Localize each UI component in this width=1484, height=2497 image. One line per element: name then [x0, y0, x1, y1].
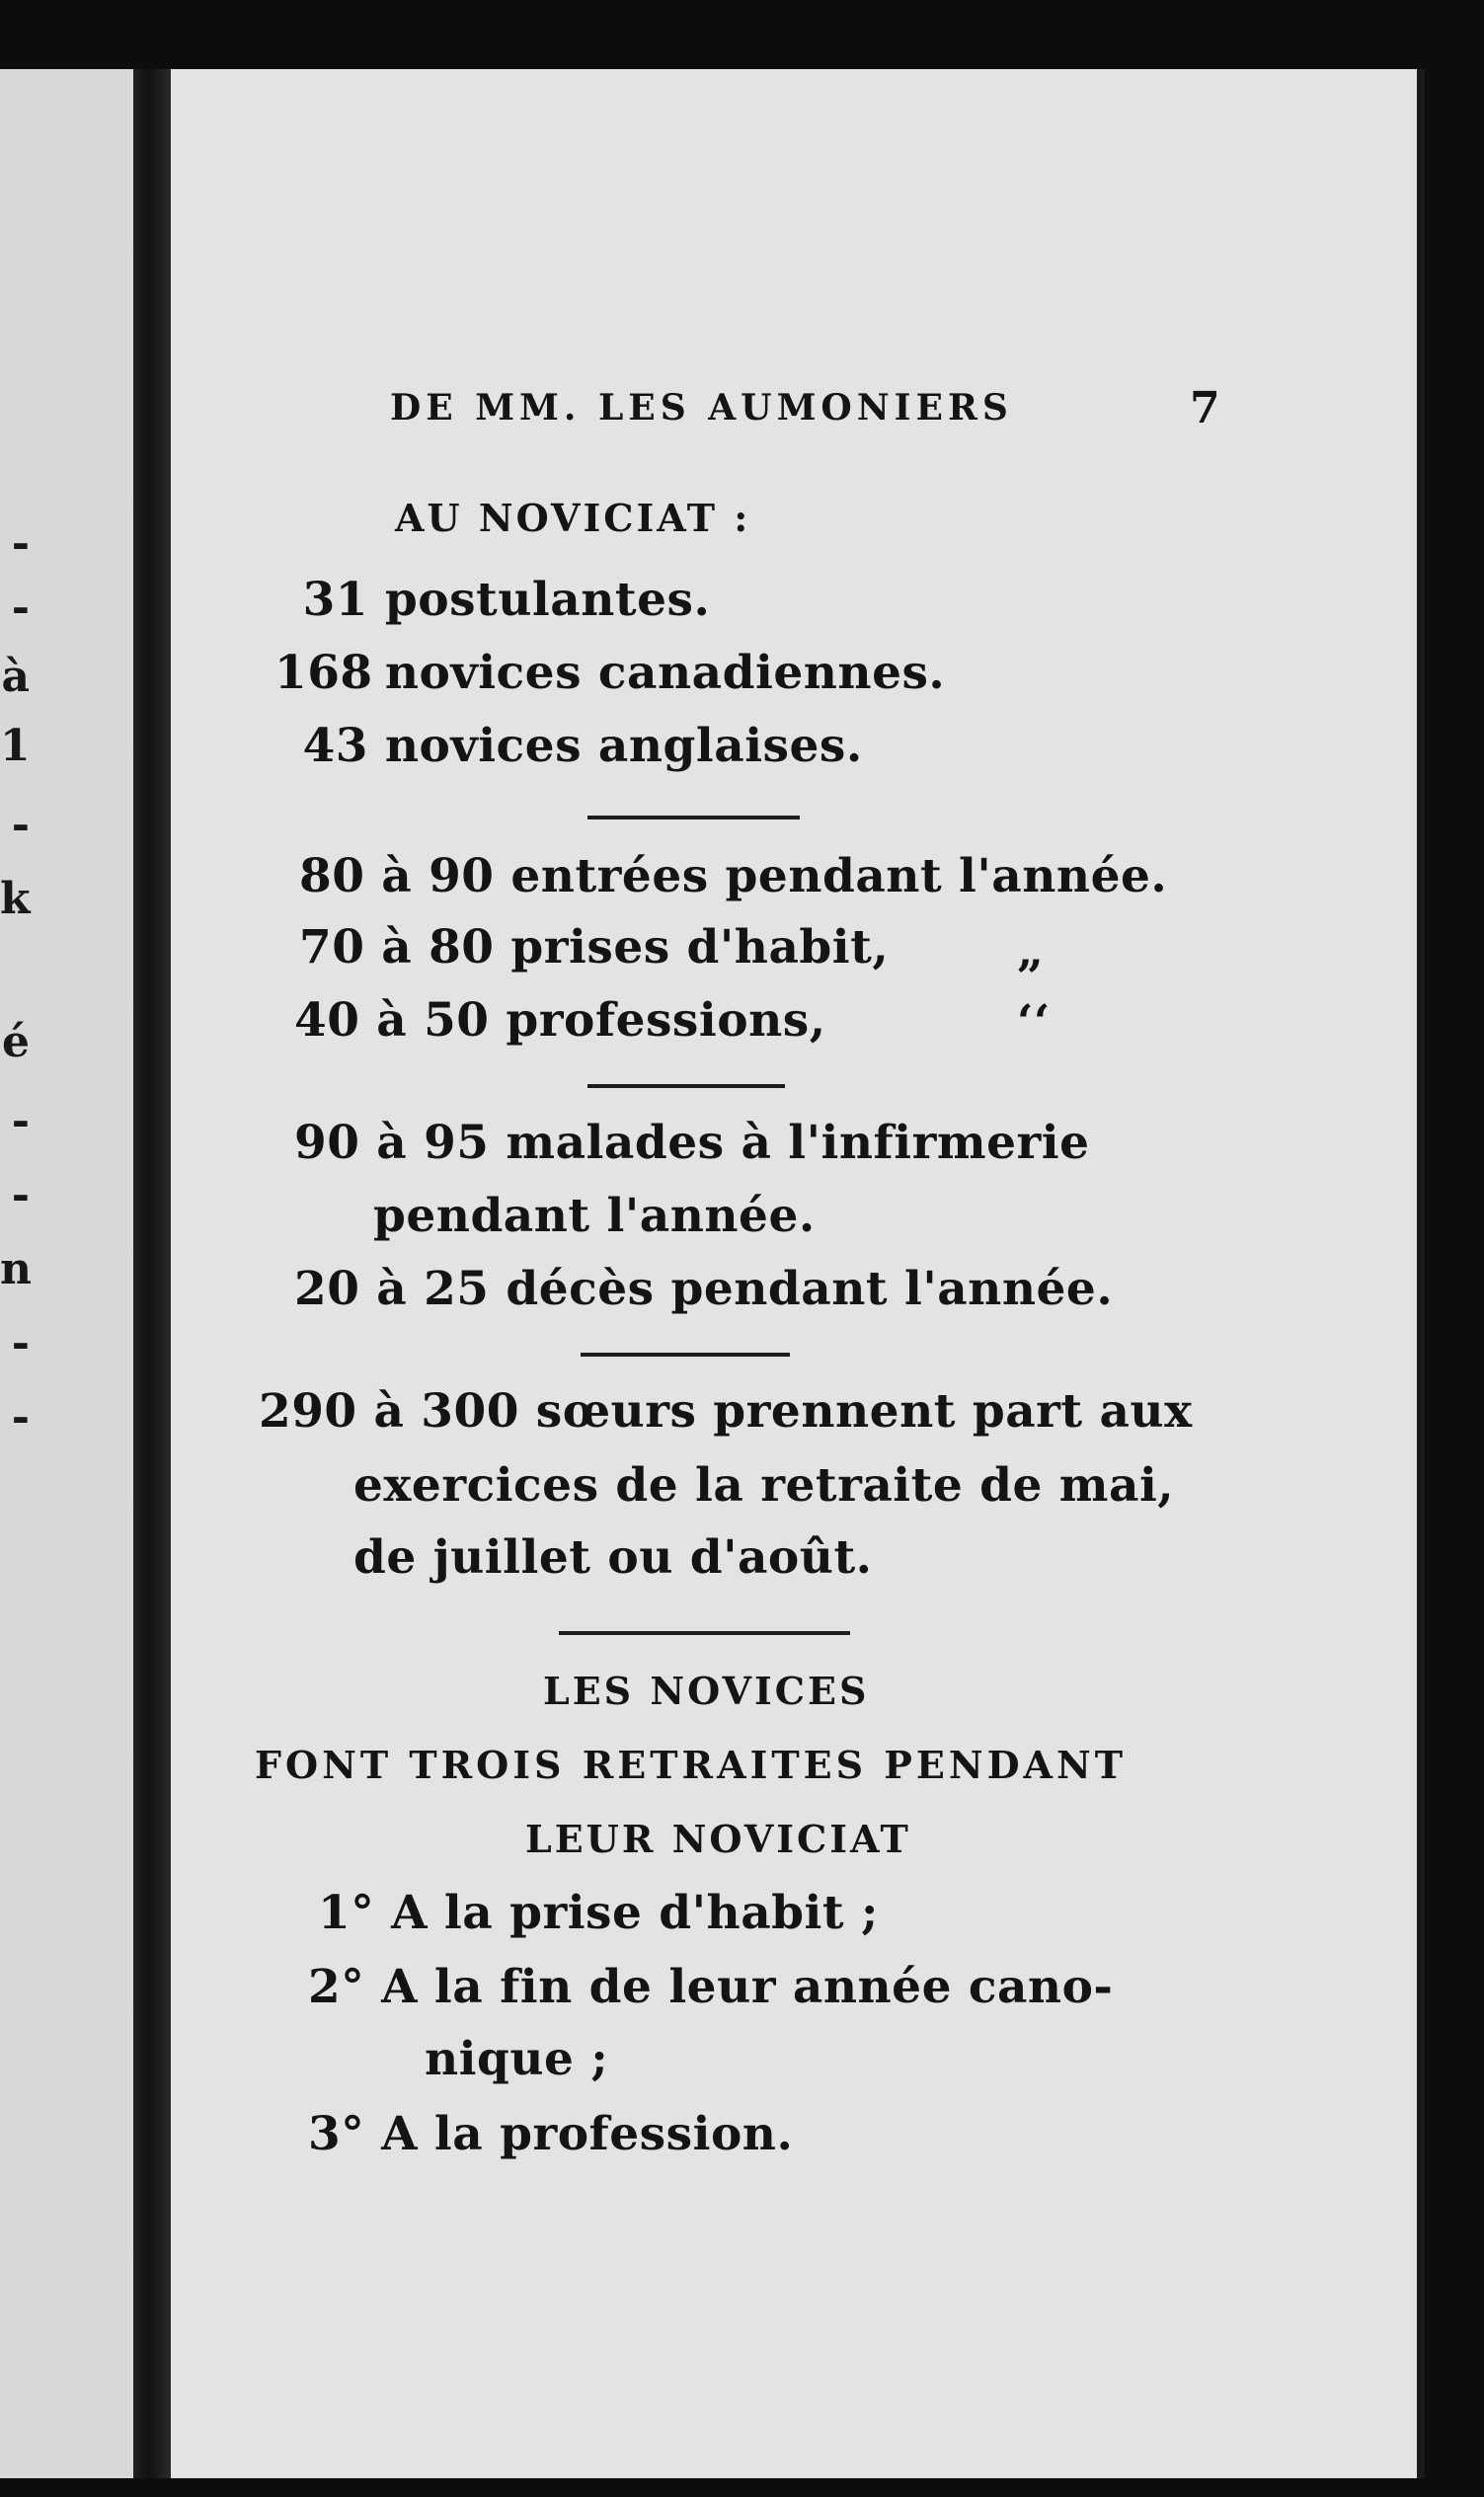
section-title: LES NOVICES	[543, 1669, 870, 1713]
stat-text: entrées pendant l'année.	[510, 849, 1168, 903]
stat-text: sœurs prennent part aux	[535, 1384, 1193, 1439]
section-rule	[581, 1353, 790, 1357]
section-rule	[587, 1084, 785, 1088]
left-page-fragment: 1	[0, 721, 31, 771]
stat-number: 40 à 50	[294, 993, 490, 1048]
stat-number: 90 à 95	[294, 1116, 490, 1170]
list-item	[308, 2107, 793, 2161]
page-edge	[1417, 69, 1425, 2478]
running-header: DE MM. LES AUMONIERS	[390, 387, 1013, 429]
book-spine	[133, 69, 171, 2478]
stat-text: novices anglaises.	[384, 719, 863, 773]
stat-line	[294, 1116, 1090, 1170]
stat-line	[294, 1262, 1113, 1316]
stat-line	[299, 849, 1167, 903]
stat-number: 168	[274, 646, 373, 700]
stat-number: 31	[302, 573, 368, 627]
stat-line	[299, 920, 889, 975]
section-title: FONT TROIS RETRAITES PENDANT	[255, 1743, 1128, 1787]
stat-number: 70 à 80	[299, 920, 495, 975]
stat-line	[274, 719, 863, 773]
list-ordinal: 2°	[308, 1960, 365, 2014]
left-page-fragment: -	[11, 1096, 30, 1146]
list-text: A la prise d'habit ;	[391, 1886, 879, 1940]
left-page-fragment: -	[11, 1170, 30, 1220]
stat-text: professions,	[506, 993, 826, 1048]
ditto-mark: „	[1017, 924, 1045, 978]
list-ordinal: 1°	[318, 1886, 375, 1940]
left-page-fragment: é	[2, 1017, 30, 1067]
stat-text: décès pendant l'année.	[506, 1262, 1114, 1316]
section-title: LEUR NOVICIAT	[525, 1817, 911, 1861]
stat-text: novices canadiennes.	[384, 646, 946, 700]
stat-text: malades à l'infirmerie	[506, 1116, 1090, 1170]
stat-continuation: pendant l'année.	[373, 1189, 816, 1243]
stat-text: prises d'habit,	[510, 920, 890, 975]
stat-continuation: exercices de la retraite de mai,	[353, 1458, 1175, 1513]
stat-text: postulantes.	[384, 573, 711, 627]
left-page-fragment: -	[11, 518, 30, 569]
stat-line	[294, 993, 826, 1048]
list-ordinal: 3°	[308, 2107, 365, 2161]
left-page-edge	[0, 69, 133, 2478]
left-page-fragment: à	[1, 652, 30, 702]
left-page-fragment: -	[11, 1318, 30, 1368]
section-heading: AU NOVICIAT :	[395, 496, 751, 540]
ditto-mark: ‘‘	[1017, 995, 1051, 1050]
section-rule	[587, 816, 800, 819]
left-page-fragment: n	[0, 1244, 32, 1294]
left-page-fragment: -	[11, 1392, 30, 1443]
stat-number: 290 à 300	[259, 1384, 519, 1439]
list-text: A la profession.	[381, 2107, 794, 2161]
stat-line	[274, 646, 945, 700]
page-number: 7	[1190, 383, 1220, 433]
stat-continuation: de juillet ou d'août.	[353, 1530, 873, 1585]
stat-number: 20 à 25	[294, 1262, 490, 1316]
list-item	[308, 1960, 1113, 2014]
left-page-fragment: -	[11, 800, 30, 850]
stat-line	[274, 573, 710, 627]
list-item	[318, 1886, 879, 1940]
list-text: A la fin de leur année cano-	[381, 1960, 1114, 2014]
left-page-fragment: k	[0, 874, 31, 924]
left-page-fragment: -	[11, 583, 30, 633]
stat-number: 43	[302, 719, 368, 773]
section-rule	[559, 1631, 850, 1635]
stat-number: 80 à 90	[299, 849, 495, 903]
stat-line	[259, 1384, 1193, 1439]
list-continuation: nique ;	[425, 2032, 609, 2086]
